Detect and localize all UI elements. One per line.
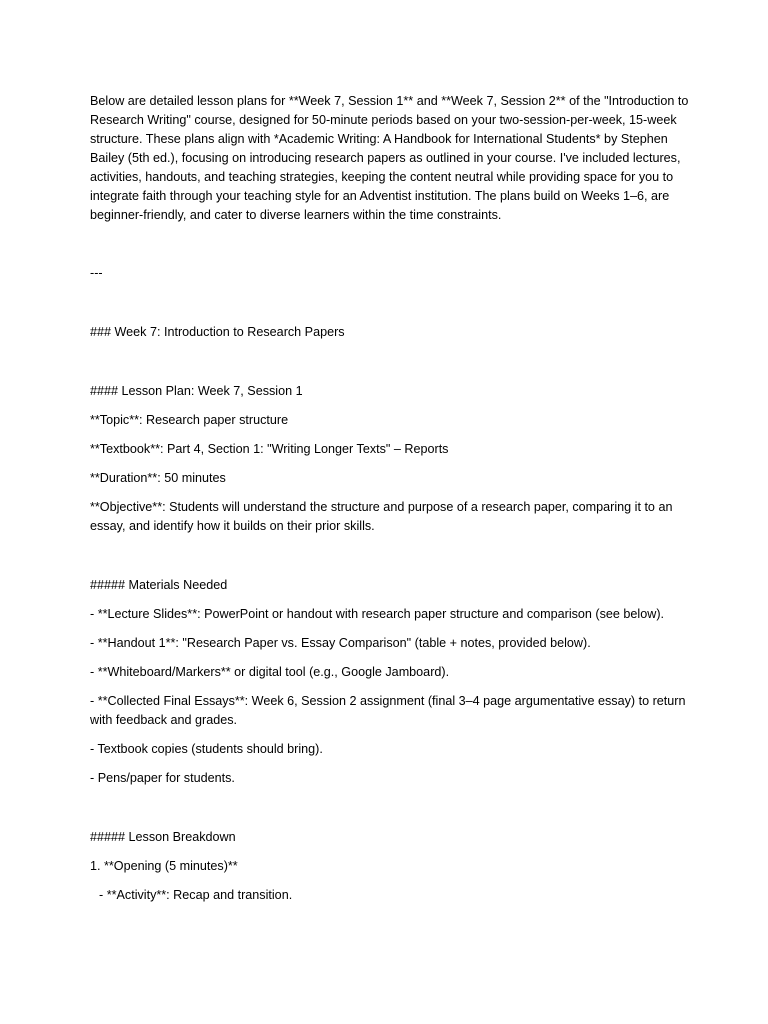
materials-item: - Pens/paper for students. xyxy=(90,771,235,785)
week-heading: ### Week 7: Introduction to Research Papers xyxy=(90,325,345,339)
spacer xyxy=(90,798,690,828)
materials-item: - **Lecture Slides**: PowerPoint or handout with research paper structure and comparison (see below). xyxy=(90,607,665,621)
textbook-line: **Textbook**: Part 4, Section 1: "Writing Longer Texts" – Reports xyxy=(90,442,449,456)
activity-item: - **Activity**: Recap and transition. xyxy=(99,888,293,902)
duration-line: **Duration**: 50 minutes xyxy=(90,471,226,485)
opening-item: 1. **Opening (5 minutes)** xyxy=(90,859,238,873)
materials-item: - Textbook copies (students should bring). xyxy=(90,742,323,756)
breakdown-heading: ##### Lesson Breakdown xyxy=(90,830,236,844)
intro-paragraph: Below are detailed lesson plans for **Week 7, Session 1** and **Week 7, Session 2** of the "Introduction to Research Writing" course, designed for 50-minute periods based on your two-session-per-week, 15-week structure. These plans align with *Academic Writing: A Handbook for International Students* by Stephen Bailey (5th ed.), focusing on introducing research papers as outlined in your course. I've included lectures, activities, handouts, and teaching strategies, keeping the content neutral while providing space for you to integrate faith through your teaching style for an Adventist institution. The plans build on Weeks 1–6, are beginner-friendly, and cater to diverse learners within the time constraints. xyxy=(90,94,689,222)
spacer xyxy=(90,546,690,576)
topic-line: **Topic**: Research paper structure xyxy=(90,413,289,427)
separator-line: --- xyxy=(90,266,103,280)
materials-item: - **Collected Final Essays**: Week 6, Session 2 assignment (final 3–4 page argumentative essay) to return with feedback and grades. xyxy=(90,694,686,727)
objective-line: **Objective**: Students will understand the structure and purpose of a research paper, comparing it to an essay, and identify how it builds on their prior skills. xyxy=(90,500,673,533)
materials-item: - **Whiteboard/Markers** or digital tool (e.g., Google Jamboard). xyxy=(90,665,450,679)
spacer xyxy=(90,352,690,382)
lesson-heading: #### Lesson Plan: Week 7, Session 1 xyxy=(90,384,303,398)
materials-heading: ##### Materials Needed xyxy=(90,578,228,592)
materials-item: - **Handout 1**: "Research Paper vs. Essay Comparison" (table + notes, provided below). xyxy=(90,636,591,650)
spacer xyxy=(90,293,690,323)
document-body xyxy=(90,92,690,915)
spacer xyxy=(90,225,690,264)
